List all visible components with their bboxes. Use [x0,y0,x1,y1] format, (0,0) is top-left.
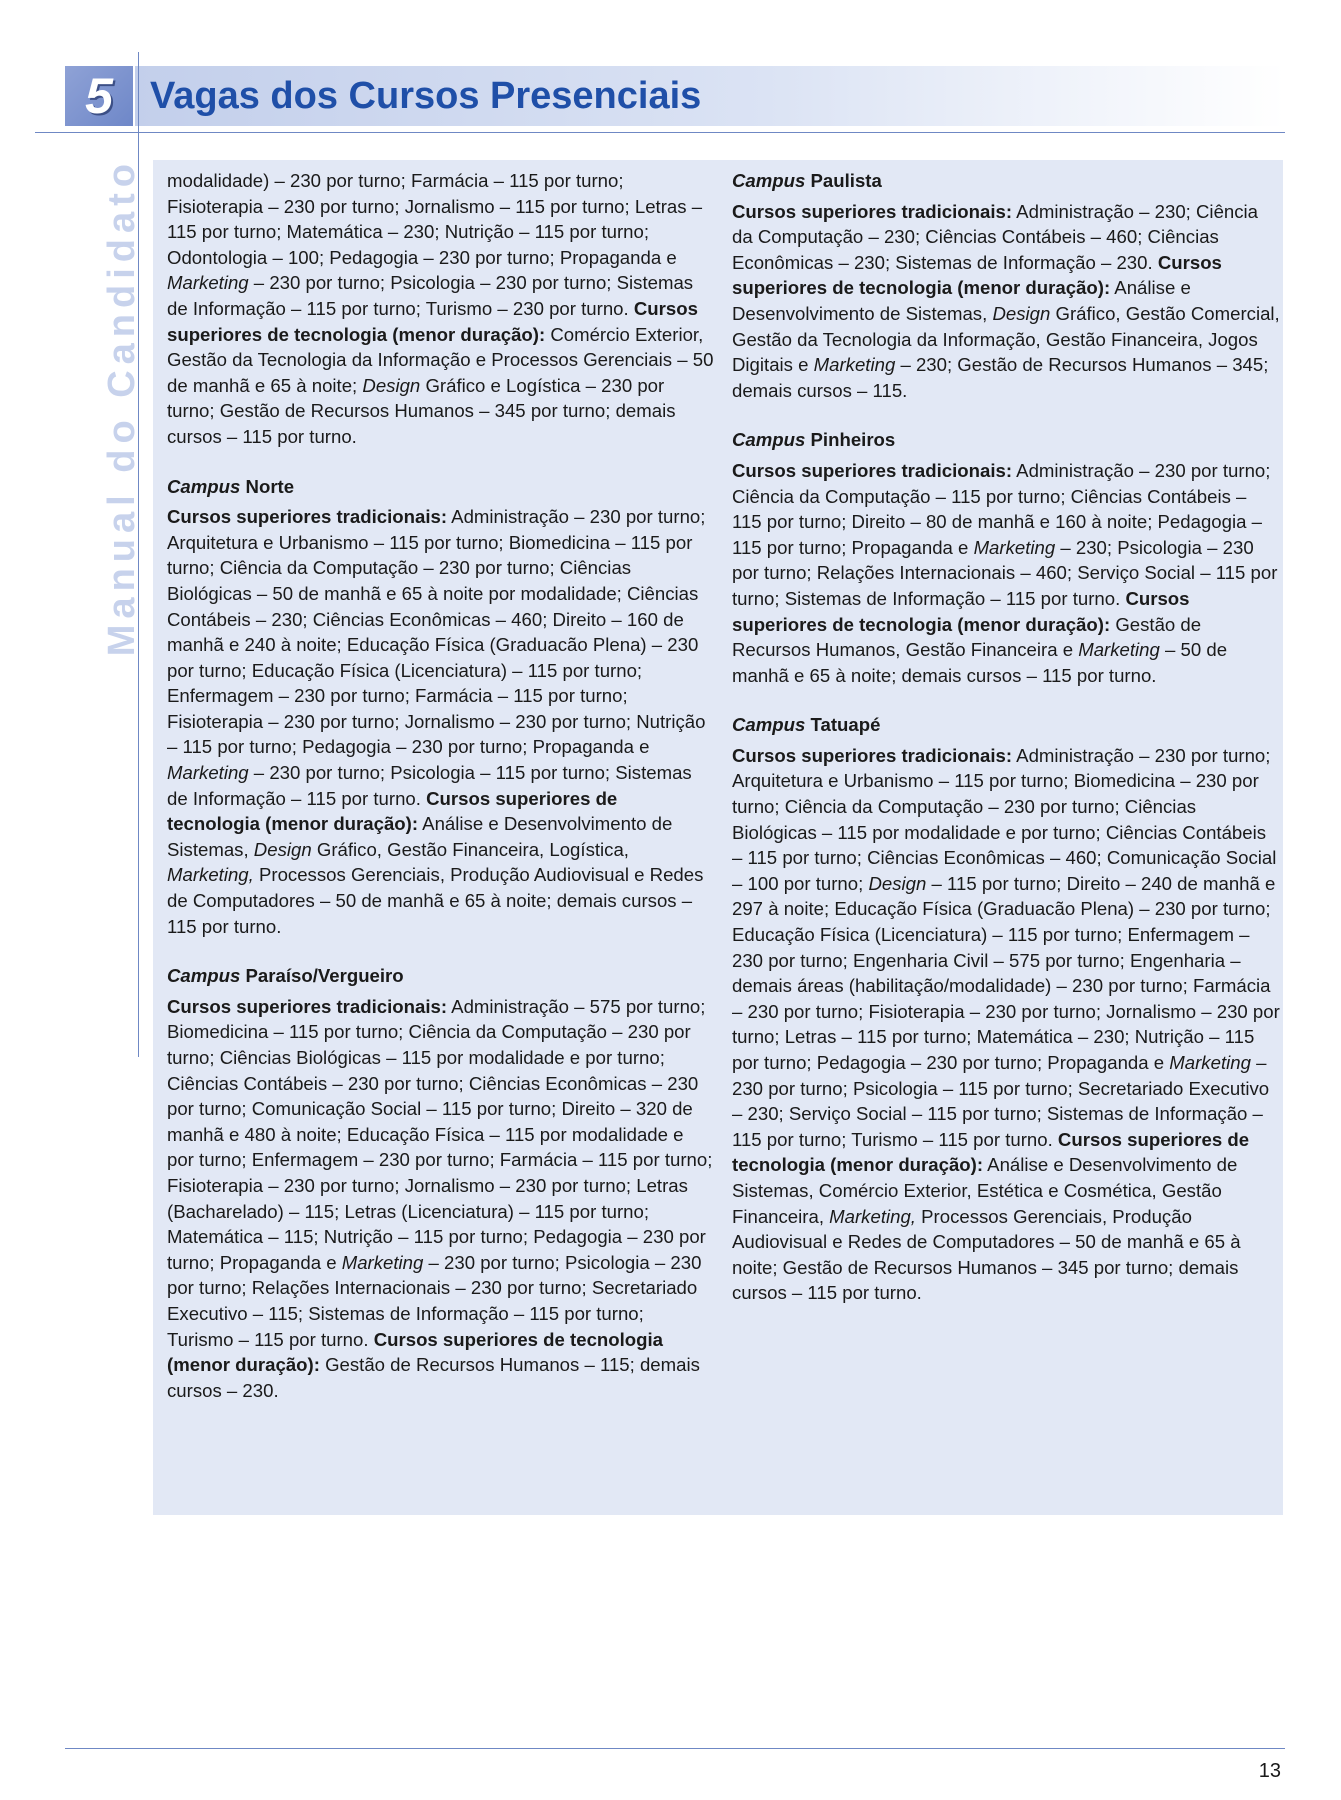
campus-heading-norte: Campus Norte [167,475,295,497]
side-label: Manual do Candidato [101,158,143,657]
campus-heading-paulista: Campus Paulista [732,170,882,191]
intro-paragraph: modalidade) – 230 por turno; Farmácia – 115 por turno; Fisioterapia – 230 por turno; Jornalismo – 115 por turno; Letras – 115 por turno; Matemática – 230; Nutrição – 115 por turno; Odontologia – 100; Pedagogia – 230 por turno; Propaganda e Marketing – 230 por turno; Psicologia – 230 por turno; Sistemas de Informação – 115 por turno; Turismo – 230 por turno. Cursos superiores de tecnologia (menor duração): Comércio Exterior, Gestão da Tecnologia da Informação e Processos Gerenciais – 50 de manhã e 65 à noite; Design Gráfico e Logística – 230 por turno; Gestão de Recursos Humanos – 345 por turno; demais cursos – 115 por turno. [167,170,714,447]
section-number-badge [65,66,133,126]
section-number: 5 [85,68,113,124]
page-number: 13 [1258,1760,1281,1782]
right-column [732,168,1280,1330]
page-title: Vagas dos Cursos Presenciais [150,75,702,117]
footer-divider [65,1748,1285,1749]
campus-heading-pinheiros: Campus Pinheiros [732,429,896,451]
campus-heading-paraiso: Campus Paraíso/Vergueiro [167,965,404,987]
campus-heading-tatuape: Campus Tatuapé [732,714,881,736]
campus-paragraph-tatuape: Cursos superiores tradicionais: Administração – 230 por turno; Arquitetura e Urbanismo – 115 por turno; Biomedicina – 230 por turno; Ciência da Computação – 230 por turno; Ciências Biológicas – 115 por modalidade e por turno; Ciências Contábeis – 115 por turno; Ciências Econômicas – 460; Comunicação Social – 100 por turno; Design – 115 por turno; Direito – 240 de manhã e 297 à noite; Educação Física (Graduacão Plena) – 230 por turno; Educação Física (Licenciatura) – 115 por turno; Enfermagem – 230 por turno; Engenharia Civil – 575 por turno; Engenharia – demais áreas (habilitação/modalidade) – 230 por turno; Farmácia – 230 por turno; Fisioterapia – 230 por turno; Jornalismo – 230 por turno; Letras – 115 por turno; Matemática – 230; Nutrição – 115 por turno; Pedagogia – 230 por turno; Propaganda e Marketing – 230 por turno; Psicologia – 115 por turno; Secretariado Executivo – 230; Serviço Social – 115 por turno; Sistemas de Informação – 115 por turno; Turismo – 115 por turno. Cursos superiores de tecnologia (menor duração): Análise e Desenvolvimento de Sistemas, Comércio Exterior, Estética e Cosmética, Gestão Financeira, Marketing, Processos Gerenciais, Produção Audiovisual e Redes de Computadores – 50 de manhã e 65 à noite; Gestão de Recursos Humanos – 345 por turno; demais cursos – 115 por turno. [732,744,1280,1304]
campus-paragraph-paulista: Cursos superiores tradicionais: Administração – 230; Ciência da Computação – 230; Ciências Contábeis – 460; Ciências Econômicas – 230; Sistemas de Informação – 230. Cursos superiores de tecnologia (menor duração): Análise e Desenvolvimento de Sistemas, Design Gráfico, Gestão Comercial, Gestão da Tecnologia da Informação, Gestão Financeira, Jogos Digitais e Marketing – 230; Gestão de Recursos Humanos – 345; demais cursos – 115. [732,200,1280,401]
campus-paragraph-norte: Cursos superiores tradicionais: Administração – 230 por turno; Arquitetura e Urbanismo – 115 por turno; Biomedicina – 115 por turno; Ciência da Computação – 230 por turno; Ciências Biológicas – 50 de manhã e 65 à noite por modalidade; Ciências Contábeis – 230; Ciências Econômicas – 460; Direito – 160 de manhã e 240 à noite; Educação Física (Graduacão Plena) – 230 por turno; Educação Física (Licenciatura) – 115 por turno; Enfermagem – 230 por turno; Farmácia – 115 por turno; Fisioterapia – 230 por turno; Jornalismo – 230 por turno; Nutrição – 115 por turno; Pedagogia – 230 por turno; Propaganda e Marketing – 230 por turno; Psicologia – 115 por turno; Sistemas de Informação – 115 por turno. Cursos superiores de tecnologia (menor duração): Análise e Desenvolvimento de Sistemas, Design Gráfico, Gestão Financeira, Logística, Marketing, Processos Gerenciais, Produção Audiovisual e Redes de Computadores – 50 de manhã e 65 à noite; demais cursos – 115 por turno. [167,506,706,937]
campus-paragraph-pinheiros: Cursos superiores tradicionais: Administração – 230 por turno; Ciência da Computação – 115 por turno; Ciências Contábeis – 115 por turno; Direito – 80 de manhã e 160 à noite; Pedagogia – 115 por turno; Propaganda e Marketing – 230; Psicologia – 230 por turno; Relações Internacionais – 460; Serviço Social – 115 por turno; Sistemas de Informação – 115 por turno. Cursos superiores de tecnologia (menor duração): Gestão de Recursos Humanos, Gestão Financeira e Marketing – 50 de manhã e 65 à noite; demais cursos – 115 por turno. [732,459,1278,686]
campus-paragraph-paraiso: Cursos superiores tradicionais: Administração – 575 por turno; Biomedicina – 115 por turno; Ciência da Computação – 230 por turno; Ciências Biológicas – 115 por modalidade e por turno; Ciências Contábeis – 230 por turno; Ciências Econômicas – 230 por turno; Comunicação Social – 115 por turno; Direito – 320 de manhã e 480 à noite; Educação Física – 115 por modalidade e por turno; Enfermagem – 230 por turno; Farmácia – 115 por turno; Fisioterapia – 230 por turno; Jornalismo – 230 por turno; Letras (Bacharelado) – 115; Letras (Licenciatura) – 115 por turno; Matemática – 115; Nutrição – 115 por turno; Pedagogia – 230 por turno; Propaganda e Marketing – 230 por turno; Psicologia – 230 por turno; Relações Internacionais – 230 por turno; Secretariado Executivo – 115; Sistemas de Informação – 115 por turno; Turismo – 115 por turno. Cursos superiores de tecnologia (menor duração): Gestão de Recursos Humanos – 115; demais cursos – 230. [167,995,713,1401]
content-panel [153,160,1283,1515]
left-column [167,168,715,1427]
header-divider [35,132,1285,133]
